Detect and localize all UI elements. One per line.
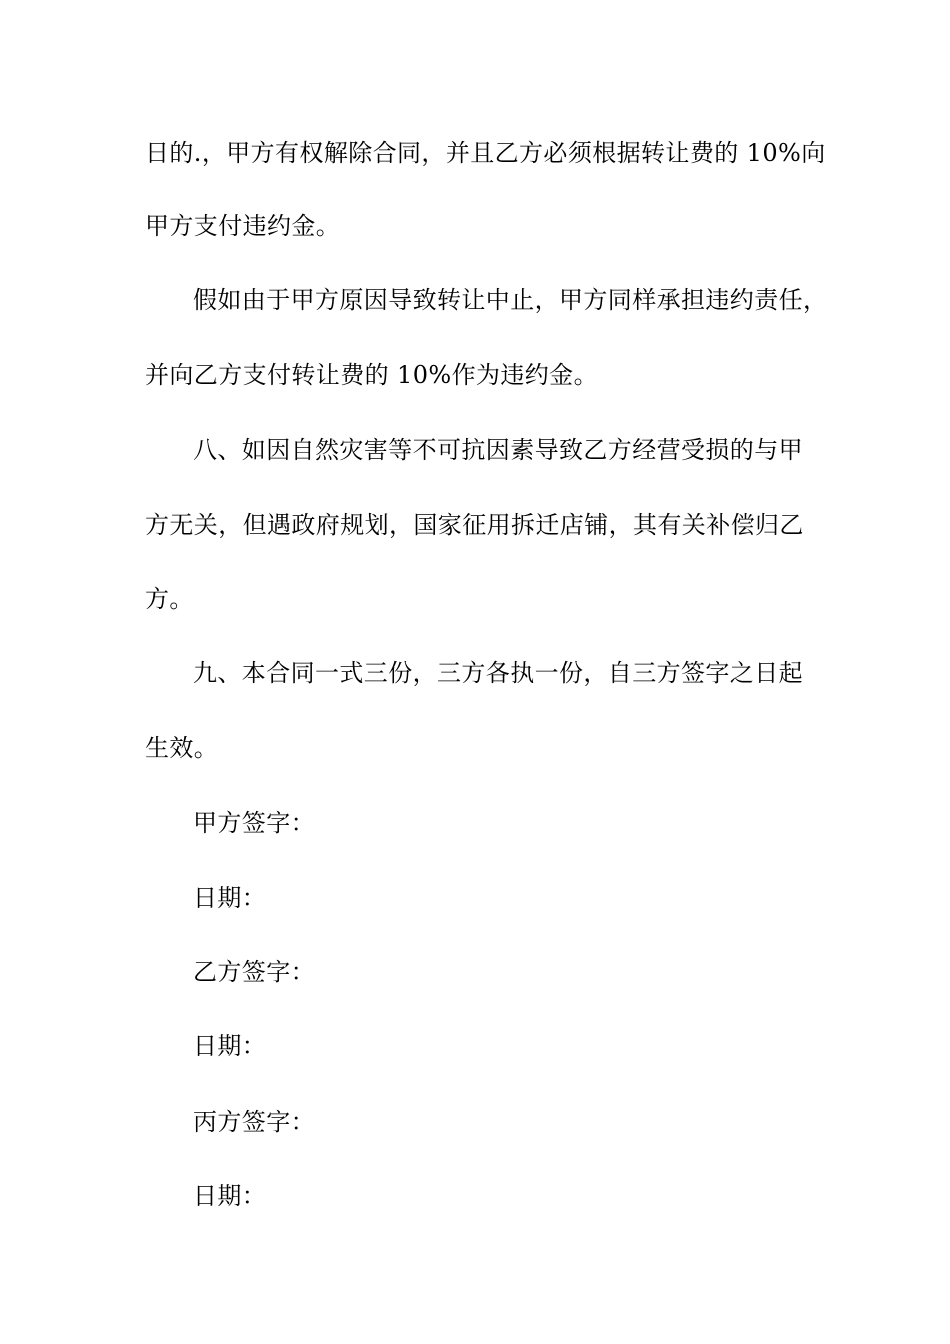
paragraph-8-line-3: 方。 xyxy=(145,585,194,613)
party-c-date-label: 日期： xyxy=(193,1182,267,1210)
paragraph-7b-line-2: 并向乙方支付转让费的 10%作为违约金。 xyxy=(145,361,598,389)
party-b-date-label: 日期： xyxy=(193,1032,267,1060)
paragraph-7-line-2: 甲方支付违约金。 xyxy=(145,212,341,240)
paragraph-8-line-2: 方无关，但遇政府规划，国家征用拆迁店铺，其有关补偿归乙 xyxy=(145,511,804,539)
paragraph-7b-line-1: 假如由于甲方原因导致转让中止，甲方同样承担违约责任， xyxy=(193,286,828,314)
party-a-date-label: 日期： xyxy=(193,884,267,912)
paragraph-8-line-1: 八、如因自然灾害等不可抗因素导致乙方经营受损的与甲 xyxy=(193,436,803,464)
paragraph-9-line-1: 九、本合同一式三份，三方各执一份，自三方签字之日起 xyxy=(193,659,803,687)
party-c-signature-label: 丙方签字： xyxy=(193,1108,315,1136)
party-a-signature-label: 甲方签字： xyxy=(193,809,315,837)
paragraph-7-line-1: 日的.，甲方有权解除合同，并且乙方必须根据转让费的 10%向 xyxy=(145,139,826,167)
party-b-signature-label: 乙方签字： xyxy=(193,958,315,986)
paragraph-9-line-2: 生效。 xyxy=(145,734,219,762)
